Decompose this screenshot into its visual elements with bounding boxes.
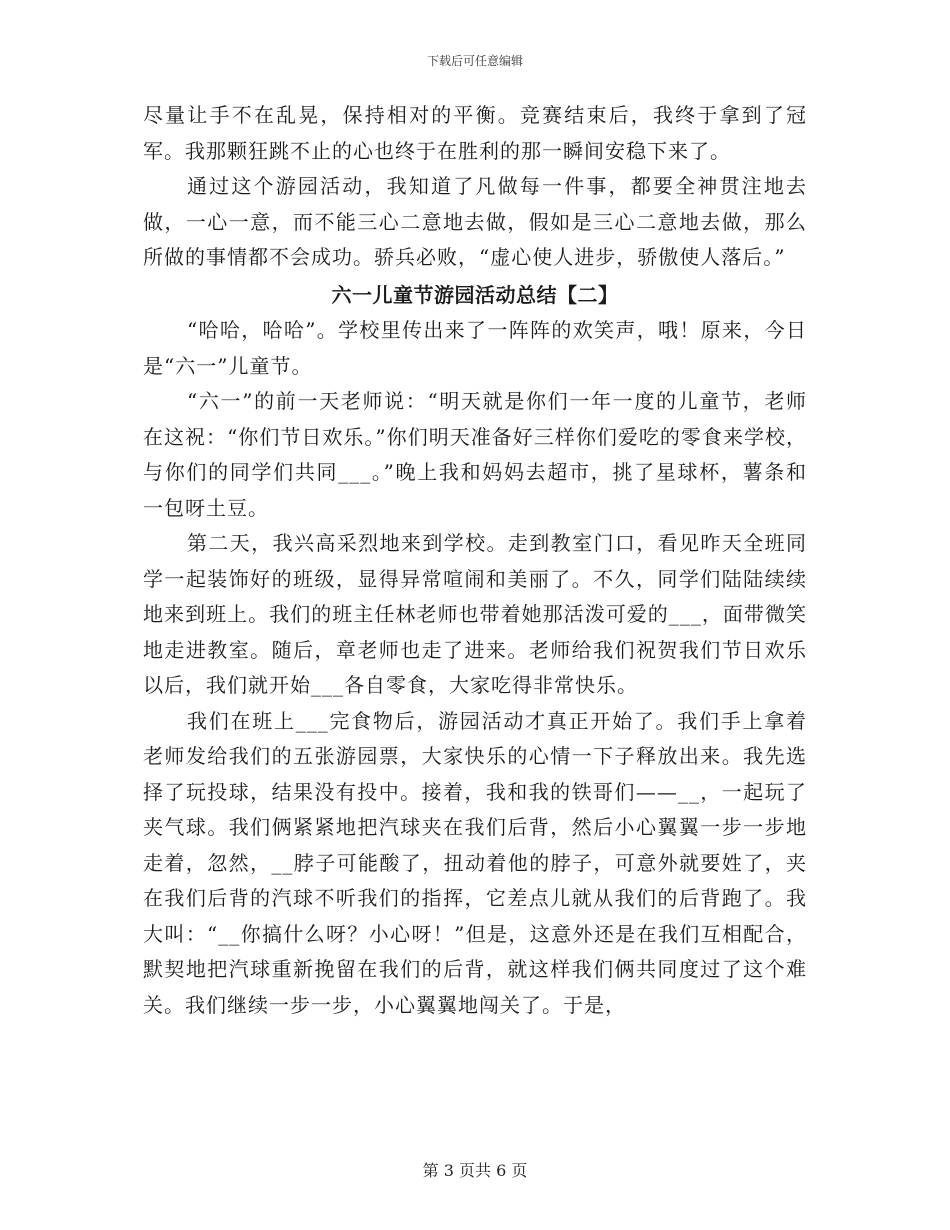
document-body: [143, 98, 807, 1023]
paragraph-continuation: 尽量让手不在乱晃，保持相对的平衡。竞赛结束后，我终于拿到了冠军。我那颗狂跳不止的心也终于在胜利的那一瞬间安稳下来了。: [143, 103, 807, 163]
page-header: 下载后可任意编辑: [426, 54, 523, 68]
section-title: 六一儿童节游园活动总结【二】: [331, 282, 619, 307]
paragraph: 我们在班上___完食物后，游园活动才真正开始了。我们手上拿着老师发给我们的五张游园票，大家快乐的心情一下子释放出来。我先选择了玩投球，结果没有投中。接着，我和我的铁哥们——__，一起玩了夹气球。我们俩紧紧地把汽球夹在我们后背，然后小心翼翼一步一步地走着，忽然，__脖子可能酸了，扭动着他的脖子，可意外就要姓了，夹在我们后背的汽球不听我们的指挥，它差点儿就从我们的后背跑了。我大叫：“__你搞什么呀？小心呀！”但是，这意外还是在我们互相配合，默契地把汽球重新挽留在我们的后背，就这样我们俩共同度过了这个难关。我们继续一步一步，小心翼翼地闯关了。于是，: [143, 708, 807, 1017]
paragraph: “六一”的前一天老师说：“明天就是你们一年一度的儿童节，老师在这祝：“你们节日欢乐。”你们明天准备好三样你们爱吃的零食来学校，与你们的同学们共同___。”晚上我和妈妈去超市，挑了星球杯，薯条和一包呀土豆。: [143, 389, 807, 520]
paragraph: 第二天，我兴高采烈地来到学校。走到教室门口，看见昨天全班同学一起装饰好的班级，显得异常喧闹和美丽了。不久，同学们陆陆续续地来到班上。我们的班主任林老师也带着她那活泼可爱的___，面带微笑地走进教室。随后，章老师也走了进来。老师给我们祝贺我们节日欢乐以后，我们就开始___各自零食，大家吃得非常快乐。: [143, 531, 807, 697]
paragraph: “哈哈，哈哈”。学校里传出来了一阵阵的欢笑声，哦！原来，今日是“六一”儿童节。: [143, 318, 807, 378]
page-footer: 第 3 页共 6 页: [422, 1161, 528, 1180]
paragraph: 通过这个游园活动，我知道了凡做每一件事，都要全神贯注地去做，一心一意，而不能三心二意地去做，假如是三心二意地去做，那么所做的事情都不会成功。骄兵必败，“虚心使人进步，骄傲使人落后。”: [143, 174, 807, 269]
